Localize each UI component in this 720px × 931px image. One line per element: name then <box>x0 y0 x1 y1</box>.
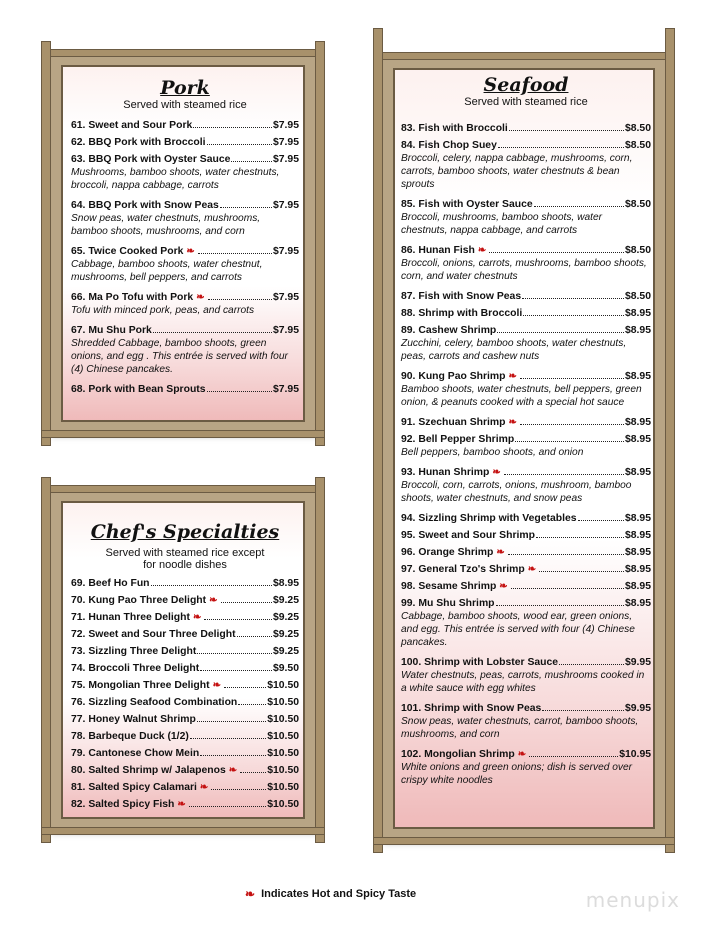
menu-item <box>71 781 299 794</box>
menu-item-name: 80. Salted Shrimp w/ Jalapenos <box>71 765 226 776</box>
menu-item-name: 71. Hunan Three Delight <box>71 612 190 623</box>
menu-item <box>71 136 299 149</box>
bamboo-post-left <box>41 41 51 446</box>
menu-item-price: $10.50 <box>267 731 299 742</box>
menu-item-name: 87. Fish with Snow Peas <box>401 291 522 302</box>
menu-item-name: 100. Shrimp with Lobster Sauce <box>401 657 559 668</box>
menu-item <box>401 122 651 135</box>
menu-item-description: White onions and green onions; dish is served over crispy white noodles <box>401 762 633 786</box>
dot-leader <box>190 730 266 739</box>
dot-leader <box>197 645 272 654</box>
menu-item-description: Water chestnuts, peas, carrots, mushrooms cooked in a white sauce with egg whites <box>401 670 645 694</box>
menu-item-price: $10.50 <box>267 748 299 759</box>
menu-item-line <box>71 611 299 624</box>
menu-item-price: $10.50 <box>267 782 299 793</box>
menu-item-price: $10.50 <box>267 680 299 691</box>
menu-item <box>401 370 651 409</box>
menu-item-description: Mushrooms, bamboo shoots, water chestnuts, broccoli, nappa cabbage, carrots <box>71 167 280 191</box>
dot-leader <box>489 244 624 253</box>
menu-item <box>401 512 651 525</box>
pork-items <box>71 119 299 396</box>
bamboo-post-right <box>665 28 675 853</box>
dot-leader <box>237 628 272 637</box>
menu-item <box>71 696 299 709</box>
menu-item <box>401 563 651 576</box>
menu-item-name: 79. Cantonese Chow Mein <box>71 748 200 759</box>
chef-specialties-panel <box>50 490 316 830</box>
menu-item-line <box>71 324 299 337</box>
menu-item-name: 95. Sweet and Sour Shrimp <box>401 530 535 541</box>
chili-pepper-icon: ❧ <box>496 547 505 558</box>
menu-item-name: 101. Shrimp with Snow Peas <box>401 703 542 714</box>
watermark: menupix <box>585 888 680 912</box>
menu-item-price: $8.95 <box>624 513 651 524</box>
menu-item-line <box>71 291 299 304</box>
dot-leader <box>511 580 624 589</box>
menu-item-price: $9.25 <box>272 595 299 606</box>
menu-item-name: 90. Kung Pao Shrimp <box>401 371 506 382</box>
chef-items <box>71 577 299 811</box>
dot-leader <box>578 512 624 521</box>
menu-item-name: 70. Kung Pao Three Delight <box>71 595 207 606</box>
menu-item-line <box>71 747 299 760</box>
menu-item-description: Snow peas, water chestnuts, mushrooms, bamboo shoots, mushrooms, and corn <box>71 213 261 237</box>
dot-leader <box>497 324 624 333</box>
menu-item <box>71 245 299 284</box>
menu-item-name: 75. Mongolian Three Delight <box>71 680 210 691</box>
menu-item-description: Cabbage, bamboo shoots, wood ear, green onions, and egg. This entrée is served with four (4) Chinese pancakes. <box>401 611 635 648</box>
menu-item <box>71 577 299 590</box>
menu-item-line <box>401 563 651 576</box>
menu-item-name: 62. BBQ Pork with Broccoli <box>71 137 206 148</box>
menu-item-price: $8.95 <box>624 547 651 558</box>
menu-item-line <box>71 199 299 212</box>
menu-item <box>401 307 651 320</box>
menu-item-price: $8.95 <box>624 598 651 609</box>
menu-item-price: $7.95 <box>272 384 299 395</box>
menu-item-line <box>71 781 299 794</box>
chili-pepper-icon: ❧ <box>177 799 186 810</box>
menu-item-price: $8.95 <box>624 564 651 575</box>
menu-item-price: $8.95 <box>624 325 651 336</box>
pork-title: Pork <box>160 77 210 99</box>
menu-item <box>401 546 651 559</box>
menu-item-name: 86. Hunan Fish <box>401 245 475 256</box>
menu-item <box>401 324 651 363</box>
menu-item <box>401 139 651 191</box>
dot-leader <box>539 563 624 572</box>
menu-item-description: Zucchini, celery, bamboo shoots, water chestnuts, peas, carrots and cashew nuts <box>401 338 627 362</box>
chili-pepper-icon: ❧ <box>508 417 517 428</box>
chili-pepper-icon: ❧ <box>192 612 202 623</box>
menu-item-price: $9.25 <box>272 646 299 657</box>
dot-leader <box>522 290 624 299</box>
chef-subtitle: Served with steamed rice except for noodle dishes <box>105 547 265 571</box>
dot-leader <box>498 139 624 148</box>
menu-item <box>71 645 299 658</box>
menu-item-name: 84. Fish Chop Suey <box>401 140 497 151</box>
menu-item <box>401 466 651 505</box>
menu-item-price: $9.25 <box>272 629 299 640</box>
menu-item-price: $8.95 <box>624 581 651 592</box>
menu-item-line <box>401 466 651 479</box>
menu-item-description: Cabbage, bamboo shoots, water chestnut, mushrooms, bell peppers, and carrots <box>71 259 263 283</box>
menu-item-price: $10.50 <box>267 697 299 708</box>
dot-leader <box>208 291 272 300</box>
menu-item-line <box>71 245 299 258</box>
menu-item <box>401 198 651 237</box>
dot-leader <box>211 781 266 790</box>
menu-item-name: 66. Ma Po Tofu with Pork <box>71 292 194 303</box>
chef-title: Chef's Specialties <box>90 521 280 543</box>
menu-item-line <box>71 713 299 726</box>
menu-item-name: 76. Sizzling Seafood Combination <box>71 697 238 708</box>
menu-item <box>71 628 299 641</box>
menu-item-line <box>401 324 651 337</box>
menu-item-line <box>401 198 651 211</box>
menu-item-price: $8.95 <box>624 530 651 541</box>
menu-item <box>71 798 299 811</box>
menu-item-line <box>401 580 651 593</box>
menu-item-line <box>401 529 651 542</box>
menu-item <box>71 199 299 238</box>
menu-item-price: $7.95 <box>272 200 299 211</box>
menu-item-price: $7.95 <box>272 325 299 336</box>
dot-leader <box>193 119 272 128</box>
menu-item-price: $8.50 <box>624 199 651 210</box>
menu-item-price: $7.95 <box>272 154 299 165</box>
menu-item <box>71 324 299 376</box>
menu-item-line <box>401 139 651 152</box>
chili-pepper-icon: ❧ <box>199 782 209 793</box>
menu-item-price: $8.50 <box>624 291 651 302</box>
menu-item-price: $8.50 <box>624 140 651 151</box>
menu-item <box>71 713 299 726</box>
menu-item-price: $7.95 <box>272 246 299 257</box>
menu-item-line <box>71 662 299 675</box>
dot-leader <box>151 577 272 586</box>
menu-item-price: $10.50 <box>267 799 299 810</box>
dot-leader <box>224 679 266 688</box>
menu-item-name: 88. Shrimp with Broccoli <box>401 308 523 319</box>
menu-item-name: 68. Pork with Bean Sprouts <box>71 384 206 395</box>
menu-item-price: $8.95 <box>624 467 651 478</box>
spicy-legend-text: Indicates Hot and Spicy Taste <box>261 888 417 900</box>
menu-item-price: $9.95 <box>624 657 651 668</box>
menu-item-price: $9.25 <box>272 612 299 623</box>
menu-item <box>401 702 651 741</box>
dot-leader <box>220 199 272 208</box>
menu-item-name: 63. BBQ Pork with Oyster Sauce <box>71 154 231 165</box>
menu-item <box>71 679 299 692</box>
menu-item <box>401 580 651 593</box>
menu-item-price: $8.95 <box>624 434 651 445</box>
menu-item-line <box>401 433 651 446</box>
menu-item-price: $8.50 <box>624 245 651 256</box>
menu-item-line <box>401 290 651 303</box>
menu-item-line <box>401 748 651 761</box>
bamboo-post-right <box>315 477 325 843</box>
menu-item-description: Tofu with minced pork, peas, and carrots <box>71 305 255 316</box>
menu-item <box>71 291 299 317</box>
pork-panel <box>50 54 316 433</box>
dot-leader <box>238 696 266 705</box>
menu-item <box>401 290 651 303</box>
menu-item-line <box>401 656 651 669</box>
menu-item-price: $10.95 <box>619 749 651 760</box>
menu-item <box>401 656 651 695</box>
menu-item <box>71 662 299 675</box>
dot-leader <box>221 594 272 603</box>
menu-item <box>401 597 651 649</box>
menu-item-line <box>71 696 299 709</box>
chili-pepper-icon: ❧ <box>209 595 218 606</box>
pork-subtitle: Served with steamed rice <box>123 99 247 111</box>
menu-item <box>401 416 651 429</box>
menu-item-line <box>401 512 651 525</box>
dot-leader <box>536 529 624 538</box>
dot-leader <box>200 747 266 756</box>
spicy-legend <box>245 887 416 901</box>
chili-pepper-icon: ❧ <box>477 245 487 256</box>
menu-item <box>401 244 651 283</box>
menu-item-line <box>401 307 651 320</box>
dot-leader <box>198 245 272 254</box>
dot-leader <box>204 611 272 620</box>
menu-item-line <box>71 383 299 396</box>
menu-item-name: 67. Mu Shu Pork <box>71 325 152 336</box>
dot-leader <box>520 416 624 425</box>
menu-item-name: 99. Mu Shu Shrimp <box>401 598 495 609</box>
menu-item-line <box>71 679 299 692</box>
menu-item-name: 77. Honey Walnut Shrimp <box>71 714 196 725</box>
menu-item-description: Snow peas, water chestnuts, carrot, bamboo shoots, mushrooms, and corn <box>401 716 639 740</box>
menu-item <box>71 383 299 396</box>
chili-pepper-icon: ❧ <box>228 765 238 776</box>
menu-item-price: $8.50 <box>624 123 651 134</box>
menu-item-line <box>71 594 299 607</box>
seafood-subtitle: Served with steamed rice <box>464 96 588 108</box>
menu-item-line <box>401 702 651 715</box>
dot-leader <box>529 748 618 757</box>
bamboo-post-left <box>41 477 51 843</box>
menu-item-name: 73. Sizzling Three Delight <box>71 646 197 657</box>
menu-item-line <box>71 764 299 777</box>
menu-item-price: $8.95 <box>624 308 651 319</box>
menu-item-price: $7.95 <box>272 120 299 131</box>
dot-leader <box>496 597 624 606</box>
dot-leader <box>559 656 624 665</box>
menu-item-line <box>71 798 299 811</box>
menu-item-line <box>71 119 299 132</box>
menu-item-price: $10.50 <box>267 765 299 776</box>
menu-item-price: $8.95 <box>624 371 651 382</box>
menu-item-name: 97. General Tzo's Shrimp <box>401 564 525 575</box>
menu-item <box>401 748 651 787</box>
menu-item <box>71 747 299 760</box>
menu-item-name: 82. Salted Spicy Fish <box>71 799 175 810</box>
chili-pepper-icon: ❧ <box>196 292 205 303</box>
dot-leader <box>189 798 266 807</box>
bamboo-post-right <box>315 41 325 446</box>
menu-item-price: $10.50 <box>267 714 299 725</box>
menu-item-price: $8.95 <box>624 417 651 428</box>
menu-item-price: $9.95 <box>624 703 651 714</box>
menu-item-price: $7.95 <box>272 137 299 148</box>
menu-item-line <box>401 546 651 559</box>
menu-item-price: $9.50 <box>272 663 299 674</box>
menu-item-price: $8.95 <box>272 578 299 589</box>
bamboo-post-left <box>373 28 383 853</box>
menu-item-description: Shredded Cabbage, bamboo shoots, green onions, and egg . This entrée is served with four (4) Chinese pancakes. <box>71 338 288 375</box>
menu-item-name: 72. Sweet and Sour Three Delight <box>71 629 236 640</box>
menu-item-name: 102. Mongolian Shrimp <box>401 749 515 760</box>
menu-item-name: 92. Bell Pepper Shrimp <box>401 434 515 445</box>
menu-item <box>71 611 299 624</box>
seafood-title: Seafood <box>483 74 569 96</box>
chili-pepper-icon: ❧ <box>527 564 537 575</box>
menu-item <box>71 594 299 607</box>
dot-leader <box>200 662 272 671</box>
dot-leader <box>197 713 266 722</box>
menu-item-name: 65. Twice Cooked Pork <box>71 246 184 257</box>
menu-item-name: 94. Sizzling Shrimp with Vegetables <box>401 513 577 524</box>
menu-item-description: Bamboo shoots, water chestnuts, bell peppers, green onion, & peanuts cooked with a special hot sauce <box>401 384 642 408</box>
menu-item-line <box>401 597 651 610</box>
menu-item-line <box>71 730 299 743</box>
dot-leader <box>534 198 624 207</box>
menu-item-name: 98. Sesame Shrimp <box>401 581 497 592</box>
chili-pepper-icon: ❧ <box>517 749 527 760</box>
menu-item-name: 69. Beef Ho Fun <box>71 578 150 589</box>
dot-leader <box>153 324 272 333</box>
menu-item <box>401 529 651 542</box>
menu-item <box>401 433 651 459</box>
menu-item-name: 93. Hunan Shrimp <box>401 467 490 478</box>
dot-leader <box>508 546 624 555</box>
dot-leader <box>520 370 624 379</box>
menu-item-description: Bell peppers, bamboo shoots, and onion <box>401 447 584 458</box>
menu-item <box>71 730 299 743</box>
menu-item-name: 89. Cashew Shrimp <box>401 325 497 336</box>
menu-item-name: 74. Broccoli Three Delight <box>71 663 200 674</box>
chili-pepper-icon: ❧ <box>508 371 517 382</box>
menu-item-name: 85. Fish with Oyster Sauce <box>401 199 533 210</box>
dot-leader <box>207 383 272 392</box>
menu-item-name: 61. Sweet and Sour Pork <box>71 120 193 131</box>
menu-item-description: Broccoli, corn, carrots, onions, mushroom, bamboo shoots, water chestnuts, and snow peas <box>401 480 632 504</box>
menu-item <box>71 119 299 132</box>
menu-item <box>71 153 299 192</box>
menu-item-name: 64. BBQ Pork with Snow Peas <box>71 200 219 211</box>
seafood-panel <box>382 57 666 840</box>
dot-leader <box>523 307 624 316</box>
menu-item-line <box>71 628 299 641</box>
menu-item-name: 91. Szechuan Shrimp <box>401 417 506 428</box>
menu-item-name: 78. Barbeque Duck (1/2) <box>71 731 189 742</box>
menu-item-line <box>71 153 299 166</box>
menu-item-description: Broccoli, onions, carrots, mushrooms, bamboo shoots, corn, and water chestnuts <box>401 258 647 282</box>
chili-pepper-icon: ❧ <box>245 887 256 901</box>
menu-item-line <box>401 416 651 429</box>
chili-pepper-icon: ❧ <box>186 246 195 257</box>
chili-pepper-icon: ❧ <box>492 467 501 478</box>
menu-item-line <box>71 577 299 590</box>
dot-leader <box>240 764 266 773</box>
menu-item-name: 96. Orange Shrimp <box>401 547 494 558</box>
menu-item-name: 81. Salted Spicy Calamari <box>71 782 197 793</box>
menu-item-line <box>401 244 651 257</box>
menu-item-description: Broccoli, celery, nappa cabbage, mushrooms, corn, carrots, bamboo shoots, water chestnuts & bean sprouts <box>401 153 633 190</box>
menu-item-name: 83. Fish with Broccoli <box>401 123 508 134</box>
menu-item <box>71 764 299 777</box>
chili-pepper-icon: ❧ <box>499 581 508 592</box>
menu-item-line <box>401 122 651 135</box>
chili-pepper-icon: ❧ <box>212 680 221 691</box>
dot-leader <box>515 433 624 442</box>
menu-item-line <box>401 370 651 383</box>
dot-leader <box>542 702 624 711</box>
menu-item-line <box>71 645 299 658</box>
dot-leader <box>231 153 272 162</box>
menu-item-price: $7.95 <box>272 292 299 303</box>
dot-leader <box>509 122 624 131</box>
dot-leader <box>207 136 272 145</box>
dot-leader <box>504 466 624 475</box>
menu-item-line <box>71 136 299 149</box>
seafood-items <box>401 122 651 787</box>
menu-item-description: Broccoli, mushrooms, bamboo shoots, water chestnuts, nappa cabbage, and carrots <box>401 212 603 236</box>
